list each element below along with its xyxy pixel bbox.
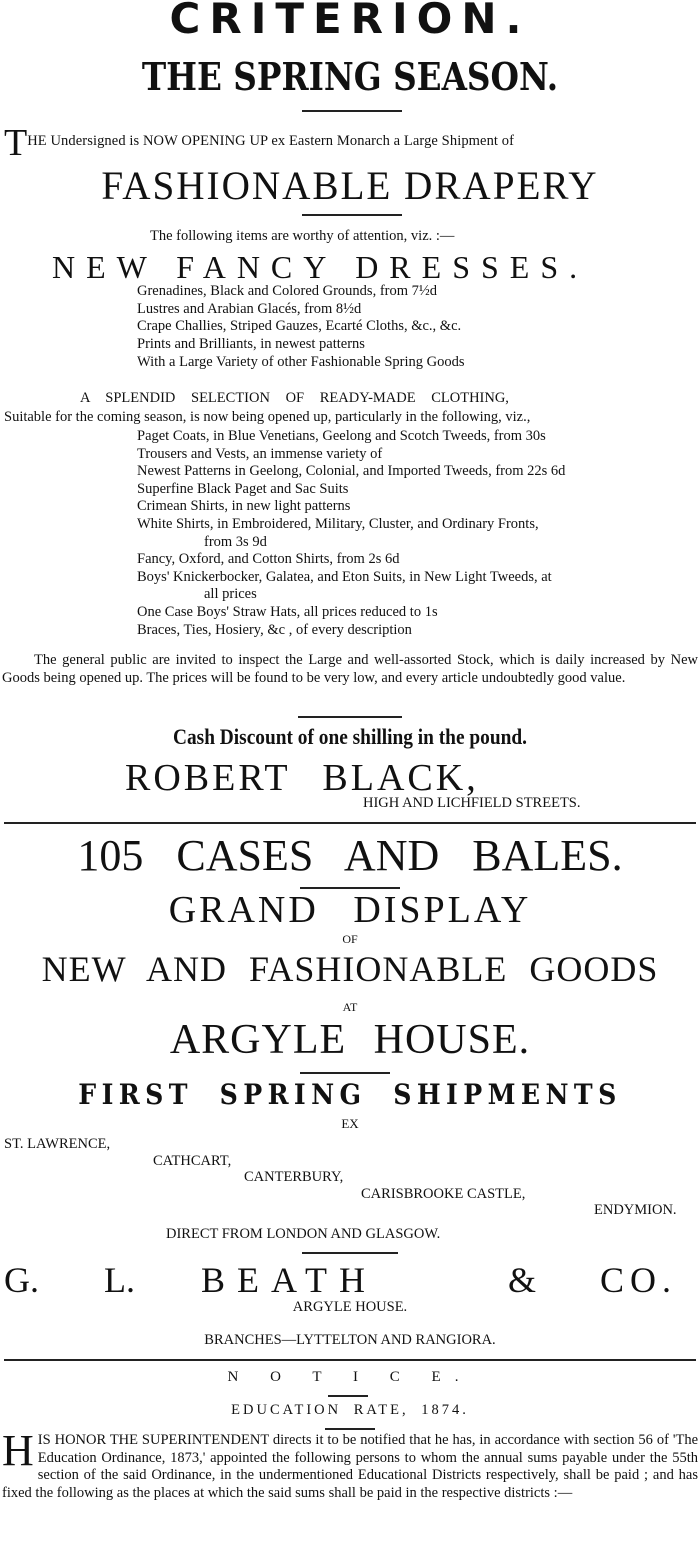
ship-item: CARISBROOKE CASTLE, [361,1186,526,1202]
firm-house: ARGYLE HOUSE. [292,1299,408,1315]
firm-initial-g: G. [4,1260,39,1300]
opening-dropcap: T [4,122,28,164]
divider [302,1252,398,1254]
divider [325,1428,375,1430]
worthy-line: The following items are worthy of attention, viz. :— [150,228,455,244]
list-item: Fancy, Oxford, and Cotton Shirts, from 2s 6d [137,551,400,568]
list-item: from 3s 9d [204,533,267,550]
list-item: Crimean Shirts, in new light patterns [137,498,351,515]
list-item: Newest Patterns in Geelong, Colonial, and Imported Tweeds, from 22s 6d [137,463,566,480]
divider [302,110,402,112]
argyle-house-heading: ARGYLE HOUSE. [169,1017,531,1063]
list-item: One Case Boys' Straw Hats, all prices reduced to 1s [137,603,438,620]
clothing-intro: Suitable for the coming season, is now being opened up, particularly in the following, viz., [4,409,531,425]
opening-line [4,122,700,164]
invite-paragraph: The general public are invited to inspect the Large and well-assorted Stock, which is daily increased by New Goods being opened up. The prices will be found to be very low, and every article undoubtedly good value. [2,652,698,686]
notice-text: IS HONOR THE SUPERINTENDENT directs it to be notified that he has, in accordance with section 56 of 'The Education Ordinance, 1873,' appointed the following persons to whom the annual sums payable under the 55th section of the said Ordinance, in the undermentioned Educational Districts respectively, shall be paid ; and has fixed the following as the places at which the said sums shall be paid in the respective districts :— [2,1432,698,1501]
grand-display: GRAND DISPLAY [168,889,532,931]
criterion-banner: CRITERION. [169,0,531,43]
at-label: AT [342,1000,358,1014]
ship-item: ENDYMION. [594,1202,677,1218]
list-item: all prices [204,586,257,603]
list-item: Lustres and Arabian Glacés, from 8½d [137,300,362,317]
firm-name-beath: BEATH [201,1260,377,1300]
branches-line: BRANCHES—LYTTELTON AND RANGIORA. [204,1332,496,1348]
cash-discount: Cash Discount of one shilling in the pound. [173,724,527,749]
list-item: Braces, Ties, Hosiery, &c , of every description [137,621,412,638]
fancy-dresses-heading: NEW FANCY DRESSES. [52,249,589,285]
list-item: Paget Coats, in Blue Venetians, Geelong and Scotch Tweeds, from 30s [137,428,546,444]
divider [302,214,402,216]
direct-line: DIRECT FROM LONDON AND GLASGOW. [166,1226,441,1242]
column-divider [4,1359,696,1361]
opening-text: HE Undersigned is NOW OPENING UP ex Eastern Monarch a Large Shipment of [27,133,515,149]
list-item: Grenadines, Black and Colored Grounds, from 7½d [137,283,438,299]
list-item: With a Large Variety of other Fashionable Spring Goods [137,353,465,370]
list-item: Crape Challies, Striped Gauzes, Ecarté Cloths, &c., &c. [137,318,462,335]
drapery-heading: FASHIONABLE DRAPERY [101,163,599,208]
divider [328,1395,368,1397]
firm-ampersand: & [508,1260,537,1300]
list-item: Prints and Brilliants, in newest patterns [137,336,365,353]
merchant-name: ROBERT BLACK, [125,757,479,799]
cases-heading: 105 CASES AND BALES. [77,831,623,880]
divider [298,716,402,718]
ship-item: CATHCART, [153,1153,232,1169]
firm-co: CO. [600,1260,678,1300]
list-item: Superfine Black Paget and Sac Suits [137,480,349,497]
notice-title: N O T I C E. [227,1369,473,1385]
goods-heading: NEW AND FASHIONABLE GOODS [41,949,659,989]
clothing-list [137,428,565,639]
firm-initial-l: L. [104,1260,135,1300]
column-divider [4,822,696,824]
notice-subtitle: EDUCATION RATE, 1874. [231,1402,469,1418]
season-title: THE SPRING SEASON. [141,54,559,99]
list-item: Trousers and Vests, an immense variety of [137,445,383,462]
merchant-address: HIGH AND LICHFIELD STREETS. [363,795,581,811]
divider [300,1072,390,1074]
notice-dropcap: H [2,1426,34,1475]
clothing-heading: A SPLENDID SELECTION OF READY-MADE CLOTHING, [80,390,509,406]
first-spring-shipments: FIRST SPRING SHIPMENTS [78,1078,622,1111]
ship-item: CANTERBURY, [244,1169,344,1185]
of-label: OF [342,932,358,946]
ship-item: ST. LAWRENCE, [4,1136,111,1152]
dress-list [137,283,464,372]
list-item: White Shirts, in Embroidered, Military, Cluster, and Ordinary Fronts, [137,515,539,532]
list-item: Boys' Knickerbocker, Galatea, and Eton Suits, in New Light Tweeds, at [137,568,552,585]
ex-label: EX [341,1116,359,1131]
notice-body [2,1426,698,1502]
